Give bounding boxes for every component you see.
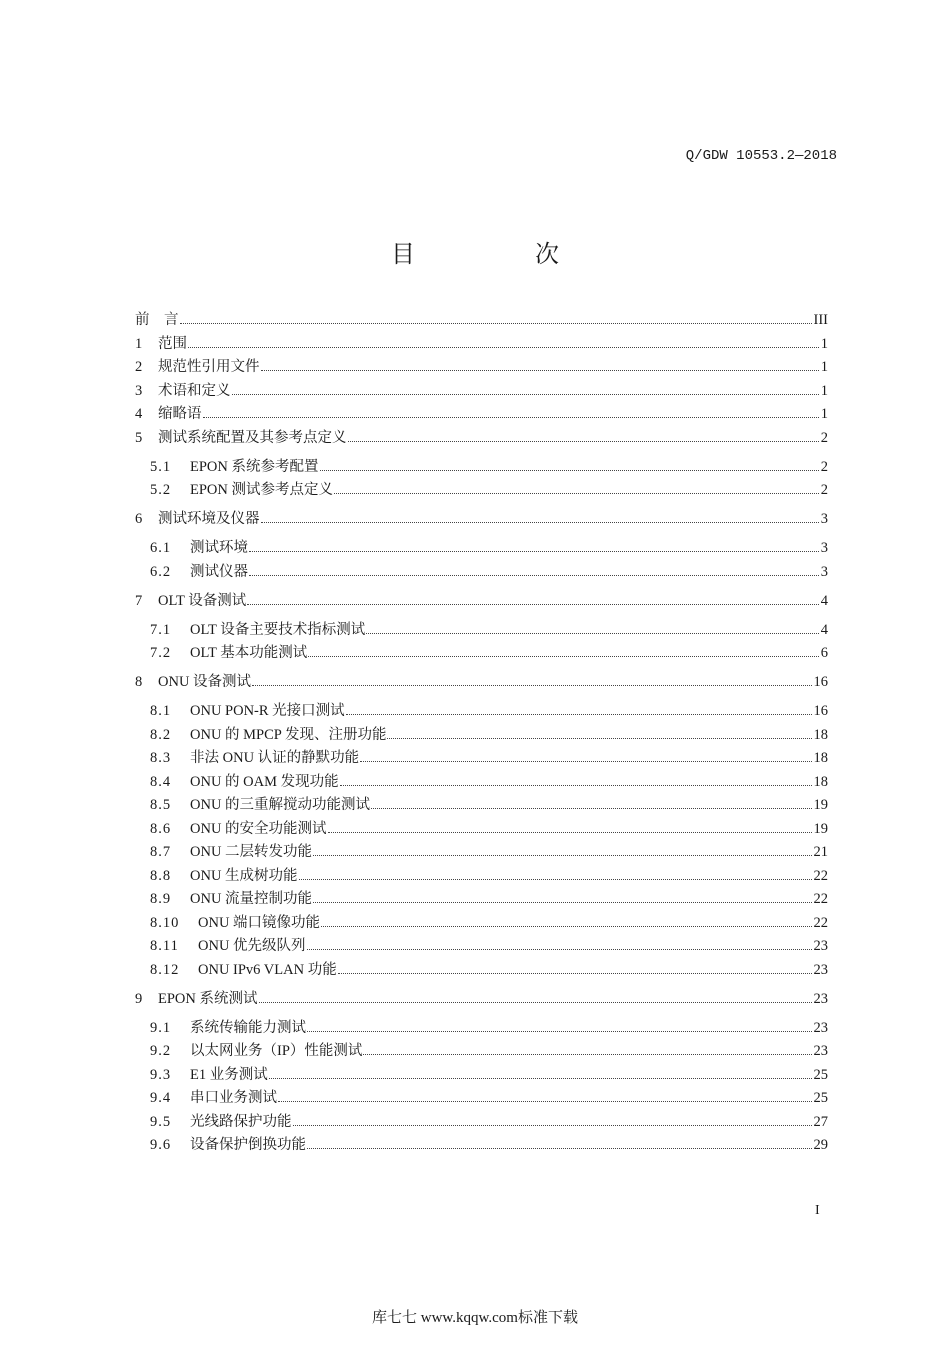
toc-entry-page: 1 xyxy=(820,359,828,375)
toc-entry-label: ONU 流量控制功能 xyxy=(190,891,313,907)
toc-entry-number: 9 xyxy=(135,990,143,1007)
toc-entry-page: 16 xyxy=(813,703,828,719)
toc-entry-label: E1 业务测试 xyxy=(190,1066,268,1083)
toc-leader-dots xyxy=(338,973,812,974)
toc-entry-number: 3 xyxy=(135,382,143,399)
toc-leader-dots xyxy=(340,785,812,786)
toc-entry-page: III xyxy=(813,312,828,328)
toc-entry-label: 术语和定义 xyxy=(158,382,231,399)
toc-leader-dots xyxy=(308,656,819,657)
toc-leader-dots xyxy=(232,394,819,395)
toc-entry-page: 22 xyxy=(813,914,828,931)
toc-entry-label: ONU 的 MPCP 发现、注册功能 xyxy=(190,726,387,743)
toc-entry-number: 5.2 xyxy=(150,482,172,498)
toc-entry-label: 以太网业务（IP）性能测试 xyxy=(190,1043,363,1059)
toc-entry-page: 4 xyxy=(820,621,828,638)
toc-leader-dots xyxy=(180,323,812,324)
toc-entry-page: 3 xyxy=(820,511,828,527)
toc-entry-number: 8.8 xyxy=(150,867,172,884)
toc-entry-label: 测试仪器 xyxy=(190,563,248,580)
toc-entry-number: 9.2 xyxy=(150,1043,172,1059)
toc-entry-label: ONU 端口镜像功能 xyxy=(198,914,321,931)
toc-entry[interactable] xyxy=(135,818,828,842)
toc-leader-dots xyxy=(366,633,819,634)
toc-entry-number: 8.2 xyxy=(150,726,172,743)
toc-entry[interactable] xyxy=(135,380,828,404)
toc-entry[interactable] xyxy=(135,479,828,503)
toc-entry-number: 6.2 xyxy=(150,563,172,580)
toc-entry-label: 光线路保护功能 xyxy=(190,1113,292,1130)
toc-entry-number: 6 xyxy=(135,511,143,527)
toc-entry[interactable] xyxy=(135,912,828,936)
toc-entry-number: 8.5 xyxy=(150,797,172,813)
toc-entry[interactable] xyxy=(135,1064,828,1088)
toc-entry-label: EPON 系统参考配置 xyxy=(190,458,319,475)
toc-entry-page: 25 xyxy=(813,1066,828,1083)
standard-number: Q/GDW 10553.2—2018 xyxy=(685,148,837,164)
toc-entry-number: 2 xyxy=(135,359,143,375)
toc-entry[interactable] xyxy=(135,619,828,643)
toc-entry[interactable] xyxy=(135,700,828,724)
toc-entry-label: 测试环境 xyxy=(190,540,248,556)
toc-entry-number: 5.1 xyxy=(150,458,172,475)
toc-entry-page: 23 xyxy=(813,961,828,978)
toc-entry-label: 缩略语 xyxy=(158,406,202,422)
toc-entry-label: ONU 优先级队列 xyxy=(198,938,306,954)
toc-entry[interactable] xyxy=(135,724,828,748)
toc-entry-number: 9.6 xyxy=(150,1137,172,1153)
toc-entry-label: EPON 测试参考点定义 xyxy=(190,482,333,498)
toc-entry-number: 8.11 xyxy=(150,938,179,954)
toc-entry-page: 1 xyxy=(820,382,828,399)
toc-leader-dots xyxy=(247,604,819,605)
toc-leader-dots xyxy=(320,470,819,471)
toc-entry-label: ONU 生成树功能 xyxy=(190,867,298,884)
toc-entry-page: 3 xyxy=(820,540,828,556)
toc-entry-number: 7.1 xyxy=(150,621,172,638)
toc-entry-page: 1 xyxy=(820,335,828,352)
toc-leader-dots xyxy=(299,879,812,880)
toc-leader-dots xyxy=(346,714,812,715)
toc-entry-page: 2 xyxy=(820,482,828,498)
toc-entry-page: 23 xyxy=(813,1043,828,1059)
toc-entry-label: 设备保护倒换功能 xyxy=(190,1137,306,1153)
toc-entry-number: 8.7 xyxy=(150,844,172,860)
toc-entry[interactable] xyxy=(135,356,828,380)
toc-entry-page: 4 xyxy=(820,592,828,609)
toc-leader-dots xyxy=(307,949,812,950)
toc-entry-page: 16 xyxy=(813,674,828,690)
toc-entry-number: 8.12 xyxy=(150,961,180,978)
toc-entry[interactable] xyxy=(135,865,828,889)
toc-entry-number: 9.4 xyxy=(150,1090,172,1106)
toc-entry-page: 18 xyxy=(813,726,828,743)
toc-entry-number: 4 xyxy=(135,406,143,422)
toc-entry[interactable] xyxy=(135,1087,828,1111)
toc-leader-dots xyxy=(249,551,819,552)
toc-leader-dots xyxy=(360,761,811,762)
toc-entry-label: ONU IPv6 VLAN 功能 xyxy=(198,961,337,978)
toc-leader-dots xyxy=(252,685,811,686)
toc-entry-number: 9.1 xyxy=(150,1019,172,1036)
toc-entry-number: 8.6 xyxy=(150,820,172,837)
page-title: 目 次 xyxy=(391,240,607,268)
table-of-contents xyxy=(135,309,828,1158)
toc-leader-dots xyxy=(321,926,811,927)
toc-entry-label: 测试系统配置及其参考点定义 xyxy=(158,429,347,446)
toc-entry-page: 18 xyxy=(813,750,828,766)
toc-leader-dots xyxy=(307,1031,812,1032)
toc-leader-dots xyxy=(363,1054,811,1055)
toc-entry-number: 7.2 xyxy=(150,645,172,661)
toc-entry[interactable] xyxy=(135,1134,828,1158)
toc-leader-dots xyxy=(249,575,819,576)
toc-entry-label: 规范性引用文件 xyxy=(158,359,260,375)
toc-leader-dots xyxy=(387,738,811,739)
toc-entry[interactable] xyxy=(135,1111,828,1135)
toc-leader-dots xyxy=(328,832,812,833)
toc-leader-dots xyxy=(307,1148,812,1149)
toc-entry[interactable] xyxy=(135,561,828,585)
toc-entry[interactable] xyxy=(135,642,828,666)
toc-entry-number: 前 言 xyxy=(135,312,179,328)
toc-entry-label: ONU PON-R 光接口测试 xyxy=(190,703,345,719)
toc-entry-label: OLT 设备主要技术指标测试 xyxy=(190,621,366,638)
toc-entry[interactable] xyxy=(135,959,828,983)
toc-entry-number: 9.3 xyxy=(150,1066,172,1083)
toc-entry-page: 27 xyxy=(813,1113,828,1130)
toc-entry[interactable] xyxy=(135,537,828,561)
toc-leader-dots xyxy=(313,855,811,856)
toc-entry-label: ONU 二层转发功能 xyxy=(190,844,313,860)
toc-entry[interactable] xyxy=(135,888,828,912)
toc-leader-dots xyxy=(261,370,819,371)
toc-entry[interactable] xyxy=(135,794,828,818)
toc-entry-number: 8.1 xyxy=(150,703,172,719)
toc-entry-number: 8.3 xyxy=(150,750,172,766)
toc-entry[interactable] xyxy=(135,841,828,865)
toc-entry-page: 2 xyxy=(820,429,828,446)
toc-entry[interactable] xyxy=(135,403,828,427)
toc-entry-page: 18 xyxy=(813,773,828,790)
toc-entry-page: 23 xyxy=(813,1019,828,1036)
toc-entry-page: 19 xyxy=(813,797,828,813)
toc-entry-label: 串口业务测试 xyxy=(190,1090,277,1106)
toc-entry-page: 1 xyxy=(820,406,828,422)
toc-entry-page: 29 xyxy=(813,1137,828,1153)
toc-entry-number: 9.5 xyxy=(150,1113,172,1130)
toc-entry-page: 19 xyxy=(813,820,828,837)
toc-entry-label: OLT 设备测试 xyxy=(158,592,247,609)
toc-leader-dots xyxy=(293,1125,812,1126)
toc-entry[interactable] xyxy=(135,508,828,532)
toc-entry-page: 3 xyxy=(820,563,828,580)
page-number: I xyxy=(815,1203,820,1218)
toc-entry-page: 21 xyxy=(813,844,828,860)
toc-entry-label: 非法 ONU 认证的静默功能 xyxy=(190,750,360,766)
toc-entry-label: 系统传输能力测试 xyxy=(190,1019,306,1036)
toc-entry-page: 22 xyxy=(813,891,828,907)
toc-entry-number: 7 xyxy=(135,592,143,609)
toc-entry-page: 25 xyxy=(813,1090,828,1106)
toc-entry-page: 22 xyxy=(813,867,828,884)
toc-entry-number: 1 xyxy=(135,335,143,352)
toc-leader-dots xyxy=(269,1078,812,1079)
toc-entry[interactable] xyxy=(135,427,828,451)
toc-entry-label: 范围 xyxy=(158,335,187,352)
toc-entry-page: 23 xyxy=(813,938,828,954)
toc-leader-dots xyxy=(261,522,819,523)
toc-entry-label: ONU 的 OAM 发现功能 xyxy=(190,773,339,790)
toc-entry-number: 8.4 xyxy=(150,773,172,790)
toc-entry-number: 6.1 xyxy=(150,540,172,556)
toc-leader-dots xyxy=(313,902,811,903)
toc-entry[interactable] xyxy=(135,935,828,959)
toc-entry-number: 5 xyxy=(135,429,143,446)
toc-entry[interactable] xyxy=(135,309,828,333)
toc-leader-dots xyxy=(278,1101,812,1102)
toc-entry[interactable] xyxy=(135,1040,828,1064)
toc-entry-page: 2 xyxy=(820,458,828,475)
toc-leader-dots xyxy=(348,441,819,442)
toc-entry-number: 8.10 xyxy=(150,914,180,931)
toc-leader-dots xyxy=(371,808,811,809)
toc-entry-page: 6 xyxy=(820,645,828,661)
toc-entry[interactable] xyxy=(135,590,828,614)
toc-entry[interactable] xyxy=(135,747,828,771)
toc-entry[interactable] xyxy=(135,771,828,795)
toc-entry-label: ONU 的三重解搅动功能测试 xyxy=(190,797,371,813)
toc-entry[interactable] xyxy=(135,988,828,1012)
toc-leader-dots xyxy=(259,1002,812,1003)
toc-entry-page: 23 xyxy=(813,990,828,1007)
footer-watermark: 库七七 www.kqqw.com标准下载 xyxy=(372,1310,578,1326)
toc-entry[interactable] xyxy=(135,1017,828,1041)
toc-entry-label: 测试环境及仪器 xyxy=(158,511,260,527)
toc-entry[interactable] xyxy=(135,456,828,480)
toc-entry-label: ONU 的安全功能测试 xyxy=(190,820,327,837)
toc-entry-label: OLT 基本功能测试 xyxy=(190,645,308,661)
toc-entry-number: 8 xyxy=(135,674,143,690)
toc-entry[interactable] xyxy=(135,333,828,357)
toc-entry-label: ONU 设备测试 xyxy=(158,674,252,690)
toc-entry-label: EPON 系统测试 xyxy=(158,990,258,1007)
toc-entry-number: 8.9 xyxy=(150,891,172,907)
toc-leader-dots xyxy=(334,493,819,494)
toc-entry[interactable] xyxy=(135,671,828,695)
toc-leader-dots xyxy=(188,347,819,348)
toc-leader-dots xyxy=(203,417,819,418)
